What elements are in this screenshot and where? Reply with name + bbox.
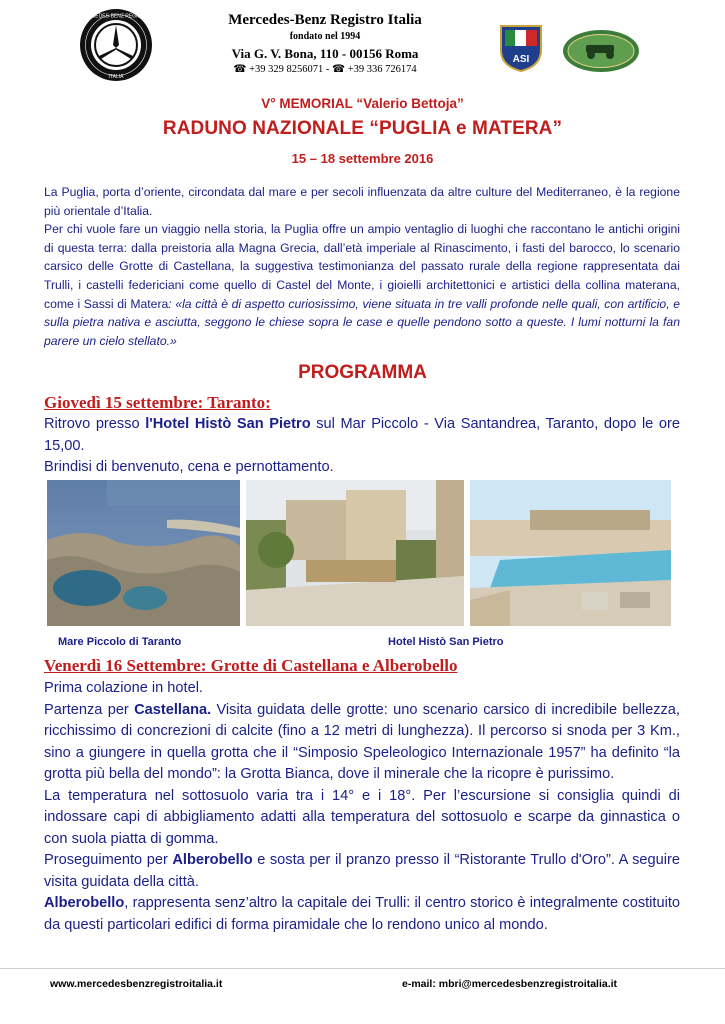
day2-p4: [44, 850, 680, 893]
org-name: Mercedes-Benz Registro Italia: [228, 12, 422, 28]
day2-p2-c: Visita guidata delle grotte: uno scenario carsico di incredibile bellezza, ricchissimo di concrezioni di calcite (fino a 12 metri di lunghezza). Il percorso si snoda per 3 Km., sino a giungere in quella grotta che il “Simposio Speleologico Internazionale 1957” ha definito “la grotta più bella del mondo”: la Grotta Bianca, dove il minerale che la ricopre è purissimo.: [44, 701, 680, 782]
mercedes-benz-registro-logo: [79, 8, 153, 82]
intro-paragraph-2-text: Per chi vuole fare un viaggio nella storia, la Puglia offre un ampio ventaglio di luoghi che raccontano le antichi origini di questa terra: dalla preistoria alla Magna Grecia, dall’età imperiale al Rinascimento, i fasti del barocco, lo scenario carsico delle Grotte di Castellana, la suggestiva testimonianza del passato rurale della regione rappresentata dai Trulli, i castelli federiciani come quello di Castel del Monte, i gioielli architettonici e artistici della collina materana, come i Sassi di Matera: [44, 222, 680, 311]
day2-p2: [44, 700, 680, 786]
memorial-subtitle: V° MEMORIAL “Valerio Bettoja”: [261, 96, 464, 111]
svg-text:ITALIA: ITALIA: [108, 74, 124, 80]
day2-heading: Venerdì 16 Settembre: Grotte di Castellana e Alberobello: [44, 656, 458, 675]
green-oval-vintage-car-logo: [562, 29, 640, 73]
day1-text: [44, 414, 680, 479]
address: Via G. V. Bona, 110 - 00156 Roma: [231, 46, 419, 61]
footer-divider: [0, 968, 725, 969]
matera-quote: : «la città è di aspetto curiosissimo, viene situata in tre valli profonde nelle quali, con artificio, e sulla pietra nativa e asciutta, seggono le chiese sopra le case e quelle pendono sotto a queste. I lumi notturni la fan parere un cielo stellato.»: [44, 296, 680, 348]
day2-p5: [44, 893, 680, 936]
day1-line1: [44, 414, 680, 457]
day2-text: [44, 678, 680, 936]
photo-mare-piccolo: [47, 480, 240, 626]
day2-p3: La temperatura nel sottosuolo varia tra i 14° e i 18°. Per l’escursione si consiglia quindi di indossare capi di abbigliamento adatti alla temperatura del sottosuolo e scarpe da ginnastica o con suola piatta di gomma.: [44, 787, 680, 847]
asi-shield-logo: [497, 22, 545, 72]
day1-line1-c: sul Mar Piccolo - Via Santandrea, Taranto, dopo le ore 15,00.: [44, 416, 680, 454]
event-dates: 15 – 18 settembre 2016: [291, 151, 434, 166]
intro-paragraph-1: La Puglia, porta d’oriente, circondata dal mare e per secoli influenzata da altre culture del Mediterraneo, è la regione più orientale d’Italia.: [44, 185, 680, 218]
alberobello: Alberobello: [172, 852, 253, 868]
day2-p5-b: , rappresenta senz’altro la capitale dei Trulli: il centro storico è integralmente costituito da questi particolari edifici di forma piramidale che lo rendono unico al mondo.: [44, 895, 680, 933]
header-contact-block: [190, 11, 460, 77]
hotel-name: l'Hotel Histò San Pietro: [145, 416, 311, 432]
day2-p4-c: e sosta per il pranzo presso il “Ristorante Trullo d'Oro”. A seguire visita guidata della città.: [44, 852, 680, 890]
svg-text:MERCEDES-BENZ REGISTRO: MERCEDES-BENZ REGISTRO: [80, 13, 152, 20]
photo-hotel-pool: [470, 480, 671, 626]
svg-text:ASI: ASI: [512, 54, 530, 65]
footer-email[interactable]: e-mail: mbri@mercedesbenzregistroitalia.it: [402, 978, 618, 990]
founded-year: fondato nel 1994: [289, 31, 361, 42]
day1-line1-a: Ritrovo presso: [44, 416, 146, 432]
day2-p2-a: Partenza per: [44, 701, 135, 718]
day2-p1: Prima colazione in hotel.: [44, 680, 203, 696]
footer-website[interactable]: www.mercedesbenzregistroitalia.it: [50, 978, 223, 990]
day1-line2: Brindisi di benvenuto, cena e pernottamento.: [44, 459, 334, 475]
day1-heading: Giovedì 15 settembre: Taranto:: [44, 393, 271, 412]
castellana: Castellana.: [134, 701, 212, 718]
event-title: RADUNO NAZIONALE “PUGLIA e MATERA”: [162, 118, 563, 139]
phone-numbers: ☎ +39 329 8256071 - ☎ +39 336 726174: [233, 64, 417, 75]
intro-paragraph-2: [44, 220, 680, 350]
photo-hotel-courtyard: [246, 480, 464, 626]
intro-text: [44, 183, 680, 350]
programma-heading: PROGRAMMA: [298, 362, 427, 383]
caption-mare-piccolo: Mare Piccolo di Taranto: [58, 636, 182, 648]
day2-p4-a: Proseguimento per: [44, 852, 173, 868]
alberobello-bold: Alberobello: [44, 895, 125, 911]
caption-hotel: Hotel Histò San Pietro: [388, 636, 504, 648]
